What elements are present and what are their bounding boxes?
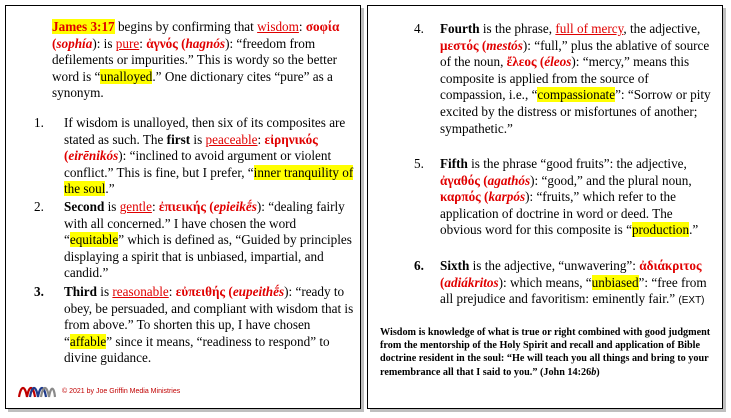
highlight-production: production [631, 222, 690, 238]
composite-item-1: If wisdom is unalloyed, then six of its composites are stated as such. The first is peaceable: εἰρηνικός (eirēnikós): “inclined to avoid argument or violent conflict.” This is fine, but I prefer, “inner tranquility of the soul.” [64, 115, 354, 197]
composite-item-3: Third is reasonable: εὐπειθής (eupeithḗs): “ready to obey, be persuaded, and compliant with wisdom that is from above.” To shorten this up, I have chosen “affable” since it means, “readiness to respond” to divine guidance. [64, 284, 354, 366]
composite-item-5: Fifth is the phrase “good fruits”: the adjective, ἀγαθός (agathós): “good,” and the plural noun, καρπός (karpós): “fruits,” which refer to the application of doctrine in word or deed. The obvious word for this composite is “production.” [440, 156, 699, 238]
ministry-logo-icon [18, 384, 56, 398]
composite-item-4: Fourth is the phrase, full of mercy, the adjective, μεστός (mestós): “full,” plus the ablative of source of the noun, ἔλεος (éleos): “mercy,” means this composite is applied from the source of compassion, i.e., “compassionate”: “Sorrow or pity excited by the distress or misfortunes of another; sympathetic.” [440, 21, 711, 136]
highlight-unalloyed: unalloyed [100, 68, 153, 84]
greek-sophia: σοφία [305, 19, 340, 34]
right-slide [367, 5, 723, 409]
item-number: 1. [34, 115, 44, 130]
highlight-affable: affable [69, 333, 107, 349]
highlight-inner-tranquility: inner tranquility of the soul [64, 164, 354, 197]
term-wisdom: wisdom [257, 19, 299, 34]
item-number: 4. [414, 21, 424, 36]
highlight-compassionate: compassionate [537, 87, 616, 103]
copyright-footer [18, 384, 180, 398]
wisdom-definition: Wisdom is knowledge of what is true or right combined with good judgment from the mentorship of the Holy Spirit and recall and application of Bible doctrine resident in the soul: “He will teach you all things and bring to your remembrance all that I said to you.” (John 14:26b) [380, 327, 711, 378]
left-slide [5, 5, 361, 409]
item-number: 2. [34, 199, 44, 214]
copyright-text: © 2021 by Joe Griffin Media Ministries [62, 387, 181, 395]
intro-paragraph: James 3:17 begins by confirming that wisdom: σοφία (sophía): is pure: ἁγνός (hagnós): “freedom from defilements or impurities.” This is wordy so the better word is “unalloyed.” One dictionary cites “pure” as a synonym. [52, 19, 340, 101]
item-number: 5. [414, 156, 424, 171]
composite-item-2: Second is gentle: ἐπιεικής (epieikḗs): “dealing fairly with all concerned.” I have chosen the word “equitable” which is defined as, “Guided by principles displaying a spirit that is unbiased, impartial, and candid.” [64, 199, 352, 281]
scripture-reference: James 3:17 [52, 19, 115, 34]
highlight-unbiased: unbiased [591, 274, 639, 290]
composite-item-6: Sixth is the adjective, “unwavering”: ἀδιάκριτος (adiákritos): which means, “unbiased”: “free from all prejudice and favoritism: eminently fair.” (EXT) [440, 258, 707, 307]
ext-abbrev: (EXT) [678, 295, 705, 307]
item-number: 6. [414, 258, 424, 273]
term-pure: pure [115, 35, 140, 51]
item-number: 3. [34, 284, 44, 299]
highlight-equitable: equitable [69, 232, 119, 248]
greek-hagnos: ἁγνός [146, 35, 178, 51]
